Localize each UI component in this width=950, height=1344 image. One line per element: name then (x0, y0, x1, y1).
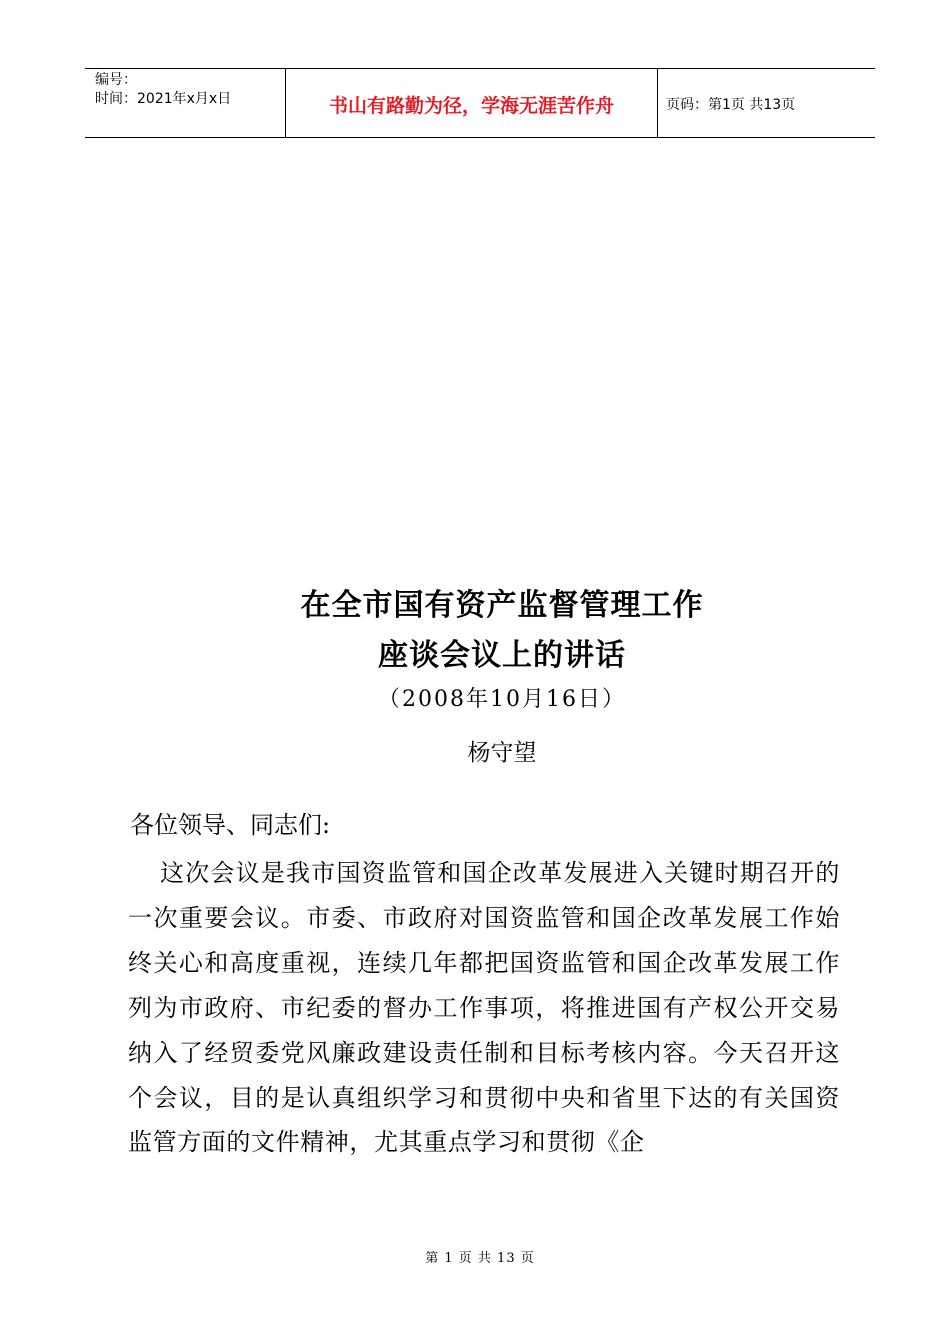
page-footer: 第 1 页 共 13 页 (425, 1251, 535, 1266)
document-author: 杨守望 (467, 740, 537, 766)
body-paragraph: 这次会议是我市国资监管和国企改革发展进入关键时期召开的一次重要会议。市委、市政府对国资监管和国企改革发展工作始终关心和高度重视，连续几年都把国资监管和国企改革发展工作列为市政府、市纪委的督办工作事项，将推进国有产权公开交易纳入了经贸委党风廉政建设责任制和目标考核内容。今天召开这个会议，目的是认真组织学习和贯彻中央和省里下达的有关国资监管方面的文件精神，尤其重点学习和贯彻《企 (128, 859, 840, 1157)
document-number-label: 编号： (95, 72, 137, 88)
document-time-label: 时间：2021年x月x日 (95, 91, 232, 107)
header-meta (85, 69, 285, 137)
salutation: 各位领导、同志们: (130, 811, 331, 839)
header-motto: 书山有路勤为径，学海无涯苦作舟 (285, 69, 658, 137)
document-title-line1: 在全市国有资产监督管理工作 (300, 588, 704, 623)
document-header (85, 68, 875, 138)
document-date: （2008年10月16日） (378, 687, 626, 712)
document-title-line2: 座谈会议上的讲话 (378, 638, 626, 673)
header-page-info: 页码：第1页 共13页 (666, 97, 796, 113)
